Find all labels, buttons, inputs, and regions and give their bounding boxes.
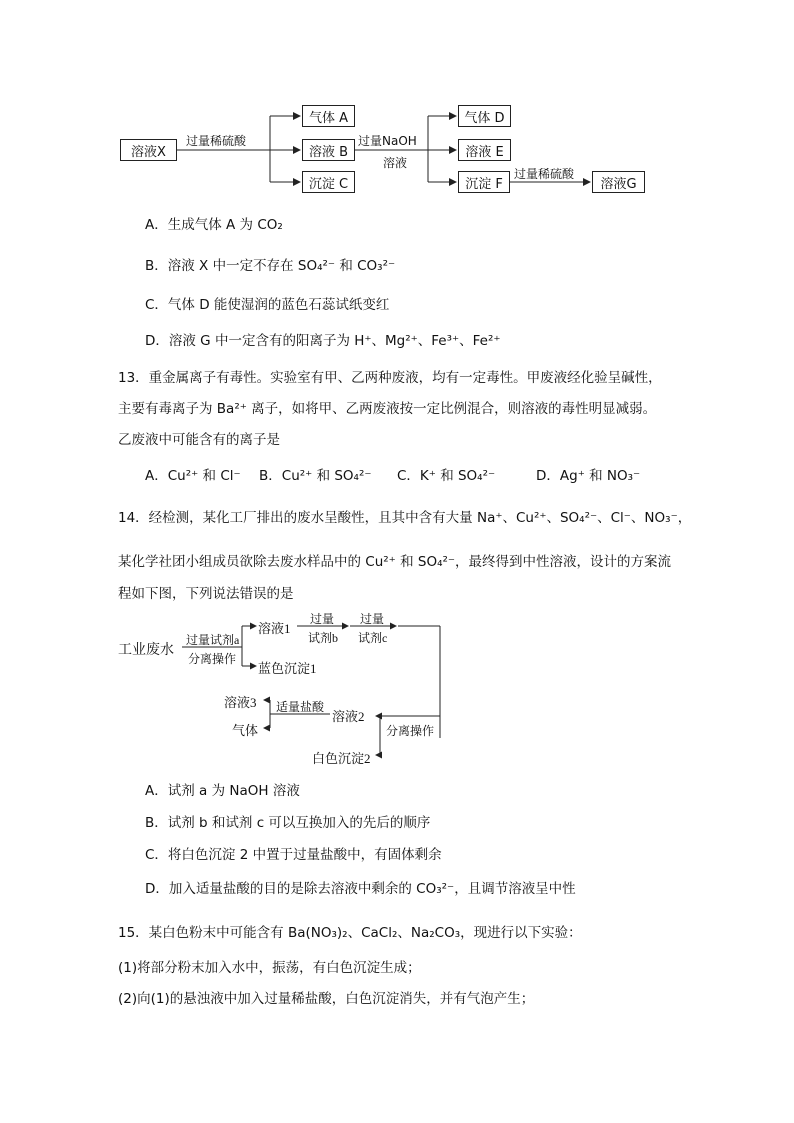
reagent3-label: 过量稀硫酸 — [514, 167, 575, 181]
reagent1-label: 过量稀硫酸 — [186, 134, 247, 148]
solution2-label: 溶液2 — [332, 709, 365, 724]
solution-e-box: 溶液 E — [458, 139, 511, 161]
q12-option-d: D．溶液 G 中一定含有的阳离子为 H⁺、Mg²⁺、Fe³⁺、Fe²⁺ — [145, 333, 501, 349]
q13-option-a: A．Cu²⁺ 和 Cl⁻ — [145, 468, 241, 484]
solution-g-box: 溶液G — [592, 171, 645, 193]
q14-option-b: B．试剂 b 和试剂 c 可以互换加入的先后的顺序 — [145, 815, 431, 831]
q15-stem-line1: 15．某白色粉末中可能含有 Ba(NO₃)₂、CaCl₂、Na₂CO₃，现进行以下实验： — [118, 925, 582, 941]
solution3-label: 溶液3 — [224, 695, 257, 710]
gas-d-box: 气体 D — [458, 105, 511, 127]
q13-stem-line1: 13．重金属离子有毒性。实验室有甲、乙两种废液，均有一定毒性。甲废液经化验呈碱性， — [118, 370, 662, 386]
white-precip-label: 白色沉淀2 — [312, 751, 371, 766]
solution-b-box: 溶液 B — [302, 139, 355, 161]
sep-op1-label: 分离操作 — [188, 652, 237, 666]
precip-c-box: 沉淀 C — [302, 171, 355, 193]
q15-stem-line3: (2)向(1)的悬浊液中加入过量稀盐酸，白色沉淀消失，并有气泡产生； — [118, 991, 535, 1007]
gas-label: 气体 — [232, 723, 259, 738]
q14-stem-line3: 程如下图，下列说法错误的是 — [118, 586, 294, 602]
waste-water-label: 工业废水 — [118, 643, 174, 658]
solution-x-box: 溶液X — [120, 139, 177, 161]
q14-option-d: D．加入适量盐酸的目的是除去溶液中剩余的 CO₃²⁻，且调节溶液呈中性 — [145, 881, 576, 897]
reagent2-label-2: 溶液 — [383, 156, 408, 170]
blue-precip-label: 蓝色沉淀1 — [258, 661, 317, 676]
excess2-label: 过量 — [360, 612, 385, 626]
q12-option-c: C．气体 D 能使湿润的蓝色石蕊试纸变红 — [145, 297, 390, 313]
q14-option-c: C．将白色沉淀 2 中置于过量盐酸中，有固体剩余 — [145, 847, 442, 863]
hcl-label: 适量盐酸 — [276, 700, 325, 714]
q13-stem-line2: 主要有毒离子为 Ba²⁺ 离子，如将甲、乙两废液按一定比例混合，则溶液的毒性明显减弱。 — [118, 401, 657, 417]
reagent-a-label: 过量试剂a — [186, 633, 240, 647]
excess1-label: 过量 — [310, 612, 335, 626]
q13-stem-line3: 乙废液中可能含有的离子是 — [118, 432, 280, 448]
q12-option-a: A．生成气体 A 为 CO₂ — [145, 217, 283, 233]
gas-a-box: 气体 A — [302, 105, 355, 127]
q14-stem-line1: 14．经检测，某化工厂排出的废水呈酸性，且其中含有大量 Na⁺、Cu²⁺、SO₄²⁻、Cl⁻、NO₃⁻， — [118, 510, 692, 526]
reagent-c-label: 试剂c — [358, 631, 388, 645]
q14-option-a: A．试剂 a 为 NaOH 溶液 — [145, 783, 300, 799]
reagent2-label: 过量NaOH — [358, 134, 417, 148]
reagent-b-label: 试剂b — [308, 631, 339, 645]
q14-stem-line2: 某化学社团小组成员欲除去废水样品中的 Cu²⁺ 和 SO₄²⁻，最终得到中性溶液，设计的方案流 — [118, 554, 672, 570]
q12-option-b: B．溶液 X 中一定不存在 SO₄²⁻ 和 CO₃²⁻ — [145, 258, 396, 274]
q13-option-b: B．Cu²⁺ 和 SO₄²⁻ — [259, 468, 372, 484]
precip-f-box: 沉淀 F — [458, 171, 510, 193]
solution1-label: 溶液1 — [258, 621, 291, 636]
q13-option-c: C．K⁺ 和 SO₄²⁻ — [397, 468, 496, 484]
sep-op2-label: 分离操作 — [386, 724, 435, 738]
q13-option-d: D．Ag⁺ 和 NO₃⁻ — [536, 468, 641, 484]
q15-stem-line2: (1)将部分粉末加入水中，振荡，有白色沉淀生成； — [118, 960, 421, 976]
